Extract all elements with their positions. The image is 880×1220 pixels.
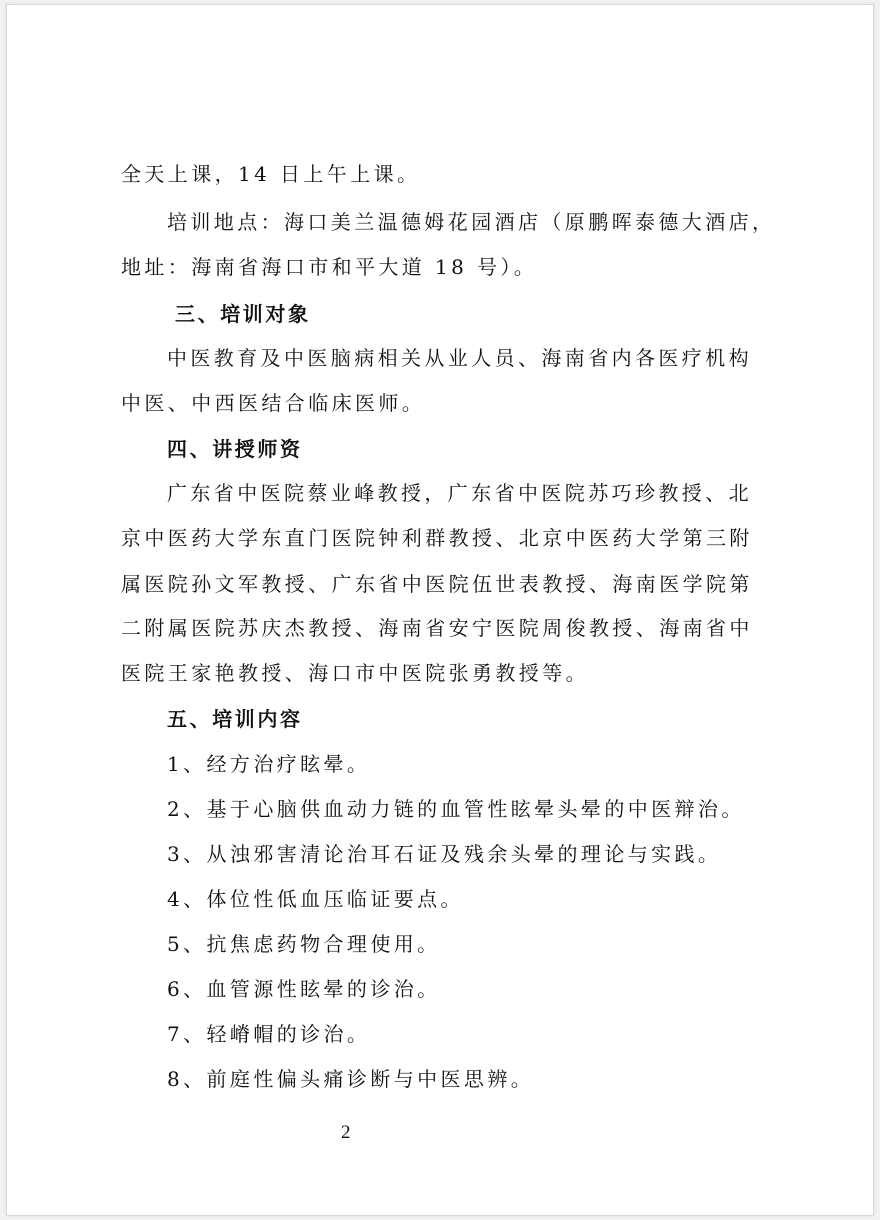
- text-line: 属医院孙文军教授、广东省中医院伍世表教授、海南医学院第: [121, 572, 753, 596]
- section-heading: 三、培训对象: [175, 302, 311, 326]
- document-page: [6, 4, 874, 1216]
- text-line: 中医、中西医结合临床医师。: [121, 391, 426, 415]
- list-item: 4、体位性低血压临证要点。: [167, 887, 464, 911]
- text-line: 地址：海南省海口市和平大道 18 号）。: [121, 255, 538, 279]
- text-line: 广东省中医院蔡业峰教授，广东省中医院苏巧珍教授、北: [167, 481, 752, 505]
- text-line: 全天上课，14 日上午上课。: [121, 162, 421, 186]
- text-line: 医院王家艳教授、海口市中医院张勇教授等。: [121, 661, 589, 685]
- text-line: 中医教育及中医脑病相关从业人员、海南省内各医疗机构: [167, 346, 752, 370]
- list-item: 1、经方治疗眩晕。: [167, 752, 371, 776]
- list-item: 3、从浊邪害清论治耳石证及残余头晕的理论与实践。: [167, 842, 722, 866]
- list-item: 5、抗焦虑药物合理使用。: [167, 932, 441, 956]
- text-line: 京中医药大学东直门医院钟利群教授、北京中医药大学第三附: [121, 526, 753, 550]
- section-heading: 四、讲授师资: [167, 437, 303, 461]
- list-item: 6、血管源性眩晕的诊治。: [167, 977, 441, 1001]
- list-item: 8、前庭性偏头痛诊断与中医思辨。: [167, 1067, 535, 1091]
- list-item: 7、轻嵴帽的诊治。: [167, 1022, 371, 1046]
- section-heading: 五、培训内容: [167, 707, 303, 731]
- text-line: 培训地点：海口美兰温德姆花园酒店（原鹏晖泰德大酒店，: [167, 210, 776, 234]
- page-number: 2: [341, 1122, 351, 1143]
- text-line: 二附属医院苏庆杰教授、海南省安宁医院周俊教授、海南省中: [121, 616, 753, 640]
- list-item: 2、基于心脑供血动力链的血管性眩晕头晕的中医辩治。: [167, 797, 745, 821]
